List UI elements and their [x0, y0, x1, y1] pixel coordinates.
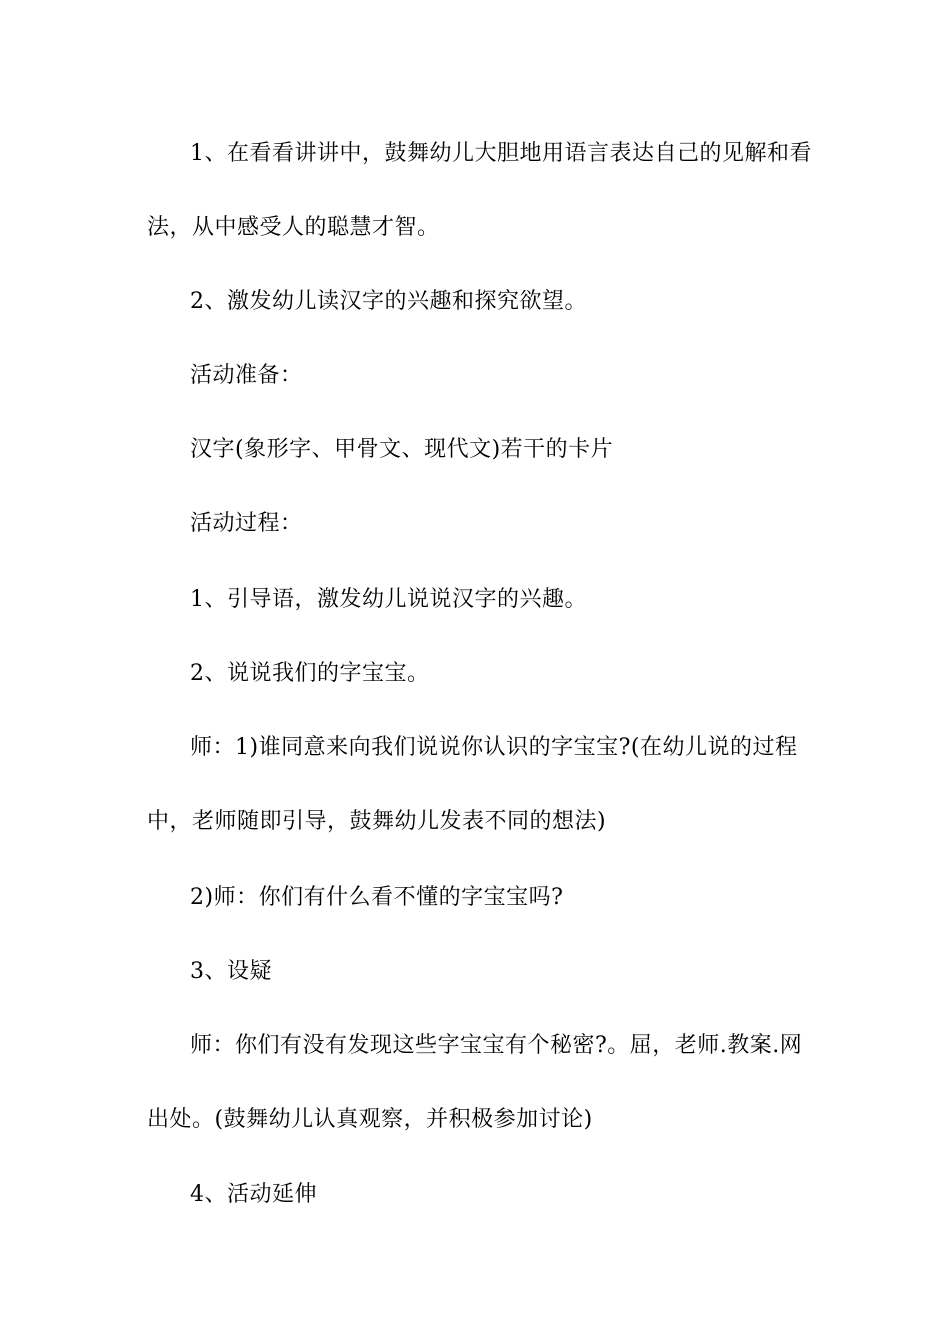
paragraph-teacher-1-line-2: 中，老师随即引导，鼓舞幼儿发表不同的想法)	[147, 809, 607, 834]
paragraph-teacher-2: 2)师：你们有什么看不懂的字宝宝吗?	[190, 885, 564, 910]
paragraph-step-1: 1、引导语，激发幼儿说说汉字的兴趣。	[190, 587, 587, 612]
paragraph-teacher-1-line-1: 师：1)谁同意来向我们说说你认识的字宝宝?(在幼儿说的过程	[190, 735, 798, 760]
heading-process: 活动过程：	[190, 511, 303, 536]
paragraph-teacher-3-line-2: 出处。(鼓舞幼儿认真观察，并积极参加讨论)	[147, 1107, 593, 1132]
paragraph-preparation: 汉字(象形字、甲骨文、现代文)若干的卡片	[190, 437, 614, 462]
paragraph-teacher-3-line-1: 师：你们有没有发现这些字宝宝有个秘密?。屈，老师.教案.网	[190, 1033, 803, 1058]
heading-preparation: 活动准备：	[190, 363, 303, 388]
paragraph-step-2: 2、说说我们的字宝宝。	[190, 661, 430, 686]
paragraph-goal-1-line-2: 法，从中感受人的聪慧才智。	[147, 215, 440, 240]
paragraph-goal-2: 2、激发幼儿读汉字的兴趣和探究欲望。	[190, 289, 587, 314]
paragraph-goal-1-line-1: 1、在看看讲讲中，鼓舞幼儿大胆地用语言表达自己的见解和看	[190, 141, 812, 166]
paragraph-step-4: 4、活动延伸	[190, 1182, 317, 1207]
paragraph-step-3: 3、设疑	[190, 959, 272, 984]
